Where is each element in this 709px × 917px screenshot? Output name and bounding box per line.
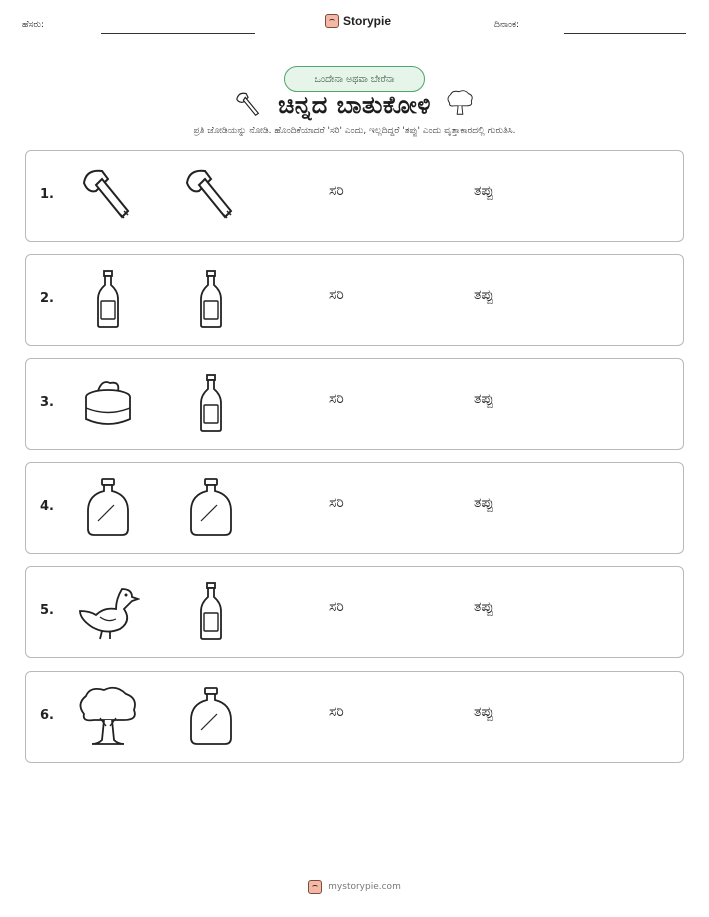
correct-option[interactable]: ಸರಿ xyxy=(329,287,344,303)
name-label: ಹೆಸರು: xyxy=(22,20,45,30)
axe-icon xyxy=(234,88,264,122)
correct-option[interactable]: ಸರಿ xyxy=(329,183,344,199)
correct-option[interactable]: ಸರಿ xyxy=(329,495,344,511)
date-field[interactable] xyxy=(564,33,686,34)
storypie-logo-icon xyxy=(325,14,339,28)
brand-name: Storypie xyxy=(343,14,392,28)
page-title: ಚಿನ್ನದ ಬಾತುಕೋಳಿ xyxy=(278,91,431,119)
question-card xyxy=(25,462,684,554)
footer-url: mystorypie.com xyxy=(328,882,401,892)
question-card xyxy=(25,150,684,242)
date-label: ದಿನಾಂಕ: xyxy=(494,20,520,30)
duck-icon xyxy=(76,581,140,641)
bottle-icon xyxy=(179,269,243,329)
footer xyxy=(0,880,709,894)
jar-icon xyxy=(179,686,243,746)
wrong-option[interactable]: ತಪ್ಪು xyxy=(474,287,494,303)
jar-icon xyxy=(76,477,140,537)
jar-icon xyxy=(179,477,243,537)
bottle-icon xyxy=(179,581,243,641)
brand xyxy=(325,14,391,28)
wrong-option[interactable]: ತಪ್ಪು xyxy=(474,599,494,615)
question-number: 6. xyxy=(40,708,54,723)
instructions: ಪ್ರತಿ ಜೋಡಿಯನ್ನು ನೋಡಿ. ಹೊಂದಿಕೆಯಾದರೆ 'ಸರಿ' ಎಂದು, ಇಲ್ಲದಿದ್ದರೆ 'ತಪ್ಪು' ಎಂದು ವೃತ್ತಾಕಾರದಲ್ಲಿ ಗುರುತಿಸಿ. xyxy=(193,126,516,136)
correct-option[interactable]: ಸರಿ xyxy=(329,704,344,720)
correct-option[interactable]: ಸರಿ xyxy=(329,391,344,407)
wrong-option[interactable]: ತಪ್ಪು xyxy=(474,495,494,511)
wrong-option[interactable]: ತಪ್ಪು xyxy=(474,183,494,199)
worksheet-type-badge: ಒಂದೇನಾ ಅಥವಾ ಬೇರೆನಾ xyxy=(284,66,425,92)
axe-icon xyxy=(179,165,243,225)
title-row xyxy=(0,88,709,122)
question-number: 4. xyxy=(40,499,54,514)
bottle-icon xyxy=(76,269,140,329)
tree-icon xyxy=(445,88,475,122)
question-number: 3. xyxy=(40,395,54,410)
storypie-logo-icon xyxy=(308,880,322,894)
wrong-option[interactable]: ತಪ್ಪು xyxy=(474,704,494,720)
question-card xyxy=(25,254,684,346)
question-card xyxy=(25,358,684,450)
name-field[interactable] xyxy=(101,33,255,34)
question-card xyxy=(25,671,684,763)
question-number: 2. xyxy=(40,291,54,306)
correct-option[interactable]: ಸರಿ xyxy=(329,599,344,615)
cake-icon xyxy=(76,373,140,433)
bottle-icon xyxy=(179,373,243,433)
axe-icon xyxy=(76,165,140,225)
question-number: 5. xyxy=(40,603,54,618)
tree-icon xyxy=(76,686,140,746)
question-card xyxy=(25,566,684,658)
question-number: 1. xyxy=(40,187,54,202)
wrong-option[interactable]: ತಪ್ಪು xyxy=(474,391,494,407)
